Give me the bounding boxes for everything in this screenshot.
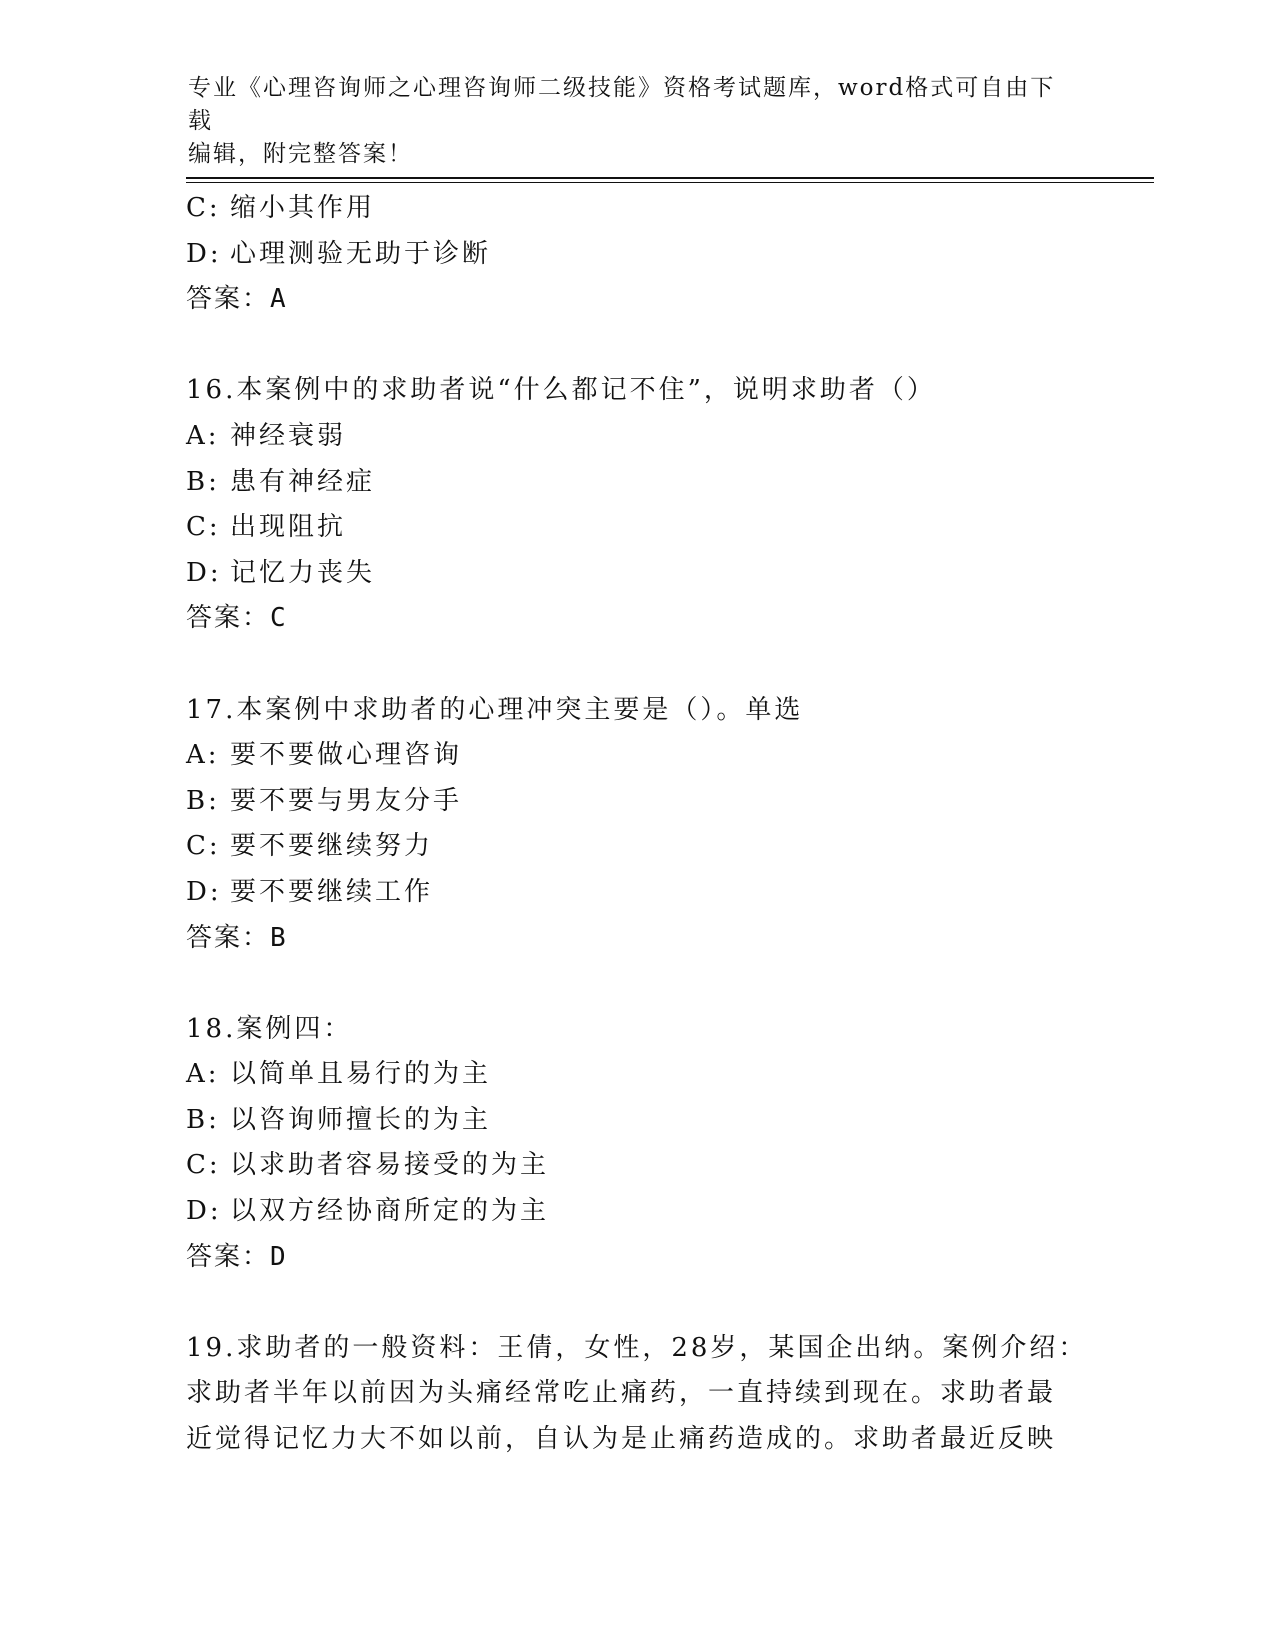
question-stem: 16.本案例中的求助者说“什么都记不住”，说明求助者（）	[186, 375, 936, 406]
option-key: C:	[186, 831, 221, 862]
option-text: 记忆力丧失	[230, 557, 376, 588]
option-b	[186, 460, 1086, 506]
option-key: D:	[186, 876, 222, 907]
option-key: B:	[186, 1104, 220, 1135]
option-c	[186, 1143, 1086, 1189]
option-text: 以双方经协商所定的为主	[230, 1196, 550, 1227]
option-b	[186, 779, 1086, 825]
answer-line	[186, 596, 1086, 642]
option-a	[186, 1052, 1086, 1098]
paragraph-line: 近觉得记忆力大不如以前，自认为是止痛药造成的。求助者最近反映	[186, 1424, 1057, 1455]
question-18	[186, 1007, 1086, 1281]
option-text: 缩小其作用	[230, 193, 376, 223]
header-line-2: 编辑，附完整答案！	[188, 141, 413, 167]
answer-label: 答案：	[186, 284, 271, 315]
prev-question-block	[186, 186, 1086, 323]
answer-line	[186, 277, 1086, 323]
paragraph-line: 19.求助者的一般资料：王倩，女性，28岁，某国企出纳。案例介绍：	[186, 1332, 1088, 1363]
option-c	[186, 505, 1086, 551]
option-key: C:	[186, 1150, 221, 1181]
option-text: 以简单且易行的为主	[230, 1059, 492, 1090]
answer-value: A	[270, 284, 288, 315]
option-text: 心理测验无助于诊断	[230, 238, 492, 269]
option-b	[186, 1098, 1086, 1144]
option-key: C:	[186, 512, 221, 543]
option-d	[186, 1189, 1086, 1235]
question-16	[186, 368, 1086, 642]
option-text: 出现阻抗	[230, 512, 347, 543]
option-key: A:	[186, 1059, 220, 1090]
question-17	[186, 688, 1086, 962]
option-key: D:	[186, 557, 222, 588]
paragraph-line: 求助者半年以前因为头痛经常吃止痛药，一直持续到现在。求助者最	[186, 1378, 1057, 1409]
option-text: 要不要继续工作	[230, 876, 434, 907]
header-line-1: 专业《心理咨询师之心理咨询师二级技能》资格考试题库，word格式可自由下载	[188, 75, 1056, 134]
answer-label: 答案：	[186, 922, 271, 953]
option-d	[186, 551, 1086, 597]
option-c	[186, 186, 1086, 232]
spacer	[186, 961, 1086, 1007]
option-c	[186, 824, 1086, 870]
option-d	[186, 870, 1086, 916]
answer-value: B	[270, 922, 288, 953]
option-text: 以咨询师擅长的为主	[230, 1104, 492, 1135]
document-header	[188, 72, 1068, 171]
option-key: C:	[186, 193, 221, 223]
question-stem: 17.本案例中求助者的心理冲突主要是（）。单选	[186, 694, 804, 725]
option-key: A:	[186, 420, 220, 451]
option-text: 要不要与男友分手	[230, 785, 463, 816]
answer-line	[186, 916, 1086, 962]
question-19	[186, 1326, 1088, 1463]
option-a	[186, 733, 1086, 779]
header-rule-thick	[186, 177, 1154, 179]
option-key: B:	[186, 785, 220, 816]
option-d	[186, 232, 1086, 278]
option-key: D:	[186, 238, 222, 269]
header-rule-thin	[186, 182, 1154, 183]
question-stem: 18.案例四：	[186, 1013, 353, 1044]
option-key: D:	[186, 1196, 222, 1227]
spacer	[186, 1280, 1086, 1326]
answer-value: C	[270, 603, 288, 634]
answer-value: D	[270, 1241, 288, 1272]
option-text: 要不要继续努力	[230, 831, 434, 862]
question-list	[186, 186, 1086, 1463]
option-text: 神经衰弱	[230, 420, 347, 451]
option-text: 要不要做心理咨询	[230, 740, 463, 771]
spacer	[186, 323, 1086, 369]
answer-label: 答案：	[186, 603, 271, 634]
option-key: A:	[186, 740, 220, 771]
option-text: 以求助者容易接受的为主	[230, 1150, 550, 1181]
answer-label: 答案：	[186, 1241, 271, 1272]
answer-line	[186, 1235, 1086, 1281]
option-text: 患有神经症	[230, 466, 376, 497]
option-key: B:	[186, 466, 220, 497]
spacer	[186, 642, 1086, 688]
option-a	[186, 414, 1086, 460]
